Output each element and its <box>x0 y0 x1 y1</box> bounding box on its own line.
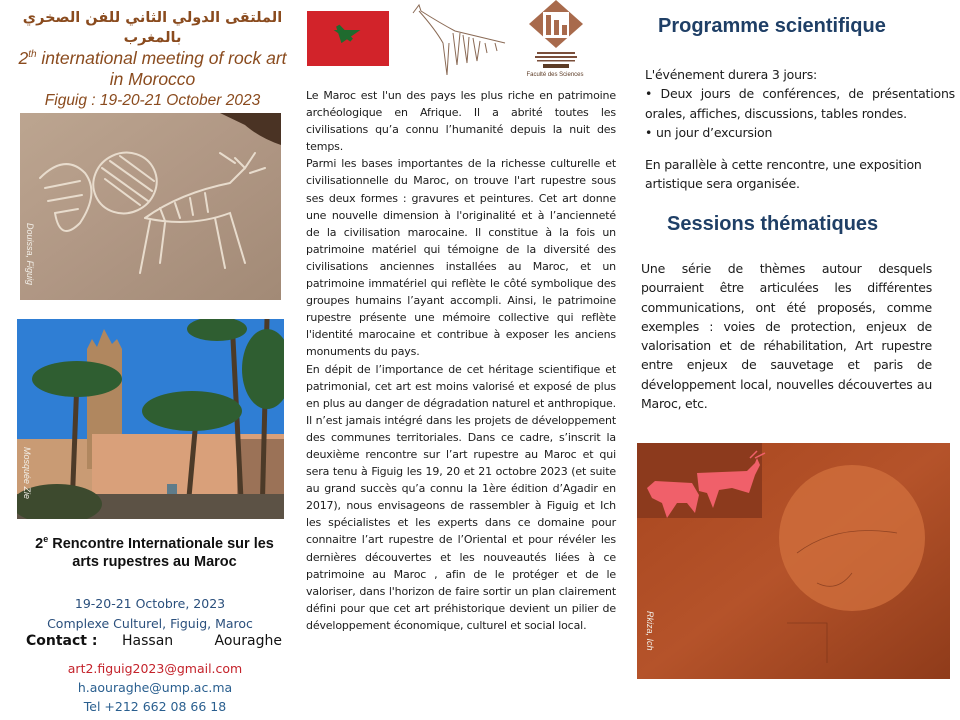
programme-note: En parallèle à cette rencontre, une exposition artistique sera organisée. <box>645 157 922 192</box>
email-link-event[interactable]: art2.figuig2023@gmail.com <box>67 661 243 676</box>
rencontre-ordinal: 2 <box>35 536 44 552</box>
contact-first-name: Hassan <box>122 633 174 649</box>
paragraph-intro: Le Maroc est l'un des pays les plus riche en patrimoine archéologique en Afrique. Il a abrité toutes les civilisations qu’a connu l’humanité depuis la nuit des temps. <box>306 89 616 154</box>
title-line-2: in Morocco <box>109 69 196 89</box>
rock-painting-photo <box>637 443 950 679</box>
contact-label: Contact : <box>26 633 98 649</box>
title-english <box>0 48 305 69</box>
giraffe-engraving-icon <box>405 3 515 78</box>
title-ordinal-suffix: th <box>28 49 37 61</box>
presentation-text <box>306 87 616 634</box>
rencontre-text: Rencontre Internationale sur les <box>48 536 274 552</box>
rock-painting-caption: Rkiza, Ich <box>645 611 655 651</box>
sessions-text: Une série de thèmes autour desquels pourraient être articulées les différentes communications, ont été proposés, comme exemples : voies de protection, enjeux de valorisation et de réhabilitation, Art rupestre entre enjeux de sauvetage et paris de développement local, nouvelles découvertes au Maroc, etc. <box>641 261 932 412</box>
faculty-of-sciences-logo <box>525 0 587 70</box>
contact-name <box>118 631 286 651</box>
paragraph-heritage: Parmi les bases importantes de la richesse culturelle et civilisationnelle du Maroc, on trouve l'art rupestre sous ses deux formes : gravures et peintures. Cet art donne une nouvelle dimension à l'originalité et à l’ancienneté de la civilisation marocaine. Il constitue à la fois un patrimoine matériel qui témoigne de la diversité des civilisations anciennes installées au Maroc, et un patrimoine immatériel qui reflète le côté symbolique des groupes humains l’ayant accompli. Ainsi, le patrimoine rupestre présente une mémoire collective qui reflète l'identité marocaine et contribue à exposer les anciens monuments du pays. <box>306 157 616 359</box>
engraving-image <box>20 113 281 300</box>
title-line-1: international meeting of rock art <box>36 48 287 68</box>
title-ordinal: 2 <box>18 48 29 68</box>
poster-title-block <box>0 8 305 111</box>
event-dates: 19-20-21 Octobre, 2023 <box>74 596 226 611</box>
title-date: Figuig : 19-20-21 October 2023 <box>44 92 261 109</box>
programme-text <box>645 65 955 143</box>
morocco-flag-icon <box>307 11 389 66</box>
rencontre-ordinal-suffix: e <box>43 534 49 545</box>
programme-item-text: un jour d’excursion <box>655 125 773 141</box>
rock-painting-image <box>637 443 950 679</box>
programme-item-text: Deux jours de conférences, de présentations orales, affiches, discussions, tables rondes. <box>645 86 955 121</box>
contact-details <box>0 659 310 716</box>
programme-heading: Programme scientifique <box>658 15 886 37</box>
phone-number[interactable]: Tel +212 662 08 66 18 <box>83 699 227 714</box>
rencontre-title <box>12 535 297 571</box>
sessions-heading: Sessions thématiques <box>667 213 879 235</box>
title-arabic: الملتقى الدولي الثاني للفن الصخري بالمغرب <box>22 10 283 46</box>
event-venue: Complexe Culturel, Figuig, Maroc <box>47 616 253 631</box>
contact-row <box>26 631 286 651</box>
contact-last-name: Aouraghe <box>214 633 282 649</box>
mosque-caption: Mosquée Zie <box>22 447 32 500</box>
engraving-photo <box>20 113 281 300</box>
event-info <box>0 594 300 634</box>
programme-item: • un jour d’excursion <box>645 125 773 141</box>
rencontre-line-1 <box>12 535 297 553</box>
programme-intro: L'événement durera 3 jours: <box>645 67 818 82</box>
email-link-organizer[interactable]: h.aouraghe@ump.ac.ma <box>77 680 233 695</box>
rencontre-line-2: arts rupestres au Maroc <box>72 554 237 570</box>
paragraph-context: En dépit de l’importance de cet héritage scientifique et patrimonial, cet art est moins valorisé et exposé de plus en plus au danger de dégradation naturel et anthropique. Il n’est jamais intégré dans les projets de développement des communes territoriales. Dans ce cadre, s’inscrit la deuxième rencontre sur l’art rupestre au Maroc et qui sera tenu à Figuig les 19, 20 et 21 octobre 2023 (et suite au grand succès qu’a connu la 1ère édition d’Agadir en 2017), nous envisageons de rassembler à Figuig et Ich les spécialistes et les experts dans ce domaine pour connaitre l’art rupestre de l’Oriental et pour révéler les dernières découvertes et les nouveautés liées à ce patrimoine au Maroc , afin de le protéger et de le valoriser, dans l'horizon de faire sortir un plan clairement défini pour que cet art préhistorique devient un pilier de développement économique, culturel et social local. <box>306 362 616 632</box>
mosque-image <box>17 319 284 519</box>
faculty-label: Faculté des Sciences <box>526 72 584 78</box>
mosque-photo <box>17 319 284 519</box>
engraving-caption: Douissa, Figuig <box>25 223 35 286</box>
programme-item: • Deux jours de conférences, de présentations orales, affiches, discussions, tables rondes. <box>645 86 955 121</box>
